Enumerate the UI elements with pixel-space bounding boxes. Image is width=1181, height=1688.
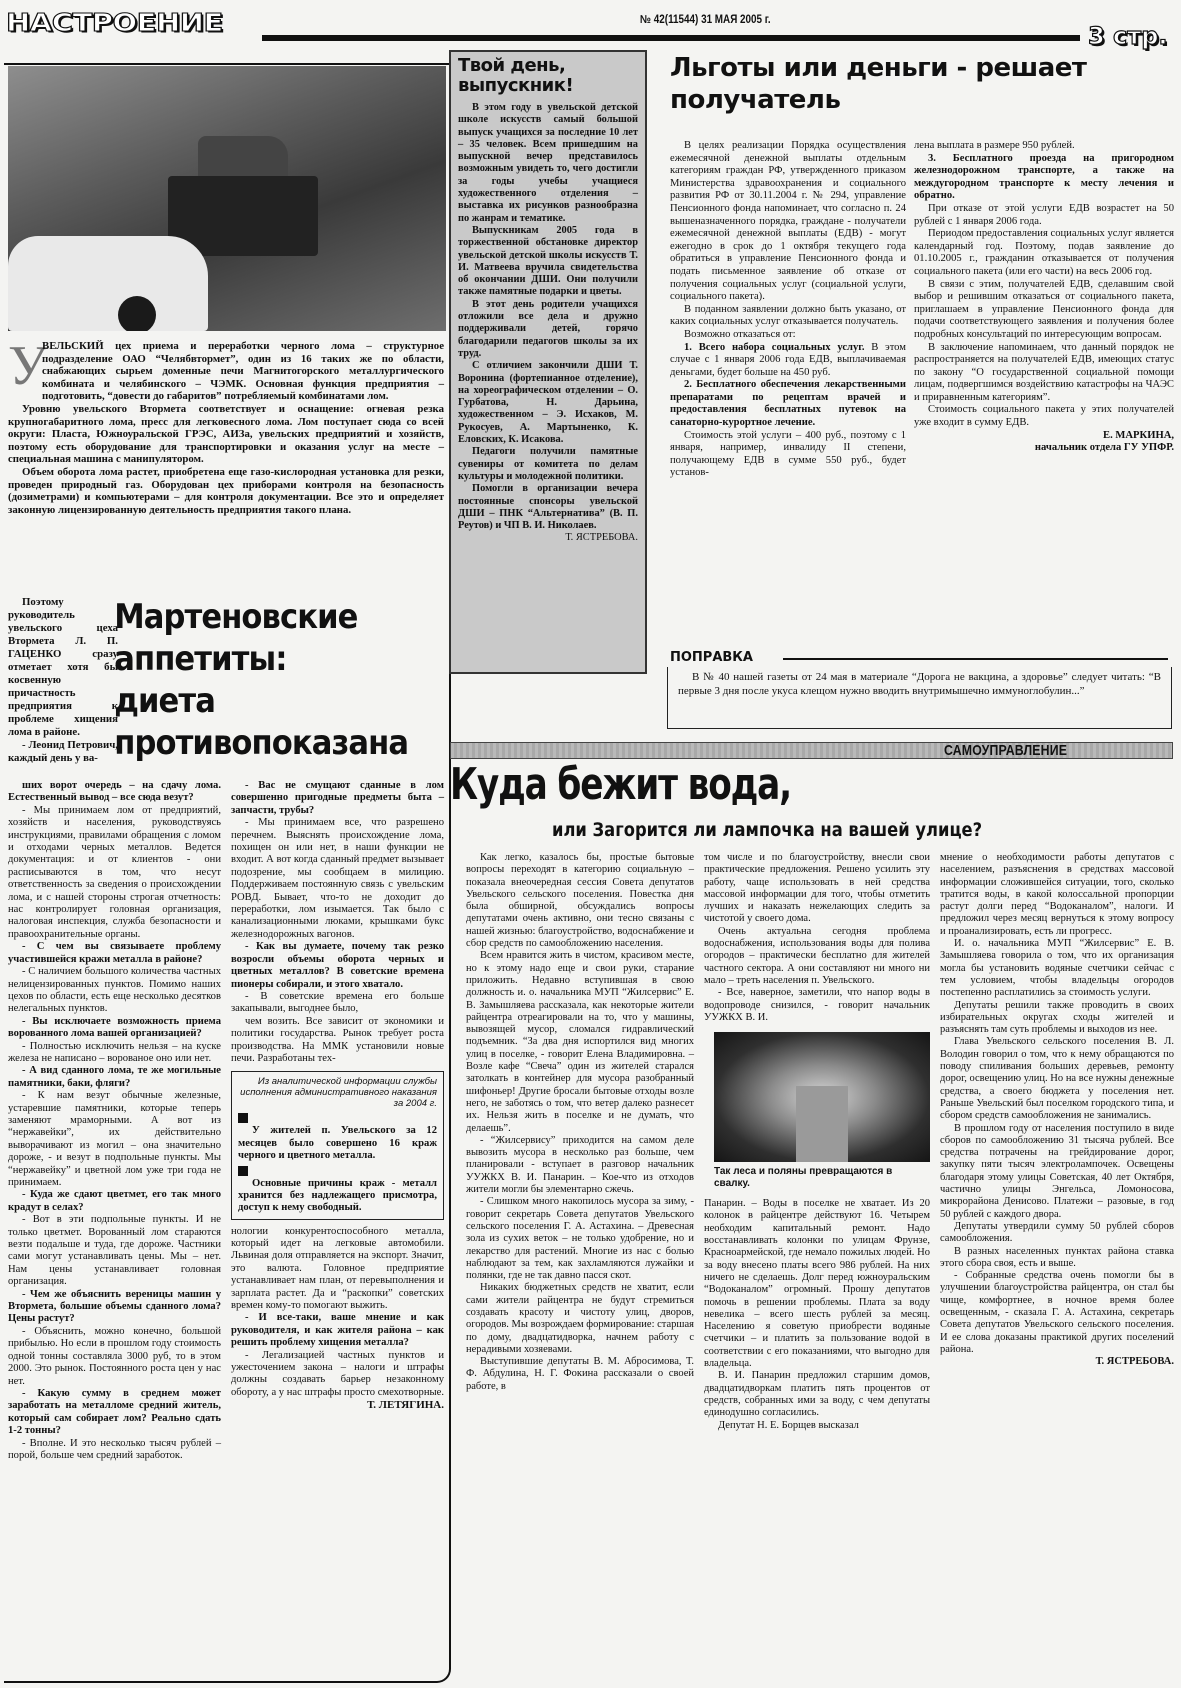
paragraph: лена выплата в размере 950 рублей. [914,140,1075,151]
paragraph: Стоимость социального пакета у этих получателей уже входит в сумму ЕДВ. [914,404,1174,429]
paragraph: В этот день родители учащихся отложили все дела и дружно поддерживали детей, горячо благодарили педагогов школы за их труд. [458,298,638,359]
paragraph: - К нам везут обычные железные, устаревшие памятники, которые теперь заменяют мраморными. А вот из “нержавейки”, их действительно выворачивают из могил – она значительно дороже, - и везут в подпольные пункты. Мы “нержавейку” и цветной лом уже три года не принимаем. [8,1090,221,1188]
article-metal-column-a [8,780,221,1462]
paragraph: мнение о необходимости работы депутатов с населением, разъяснения в средствах массовой информации сложившейся ситуации, того, сколько тратится воды, в какой колоссальной пропорции растут долги перед “Водоканалом”, налоги. И предложил через месяц вернуться к этому вопросу и проанализировать, есть ли прогресс. [940,852,1174,937]
sidebox-source: Из аналитической информации службы исполнения административного наказания за 2004 г. [240,1076,437,1110]
paragraph: - Вполне. И это несколько тысяч рублей – порой, больше чем средний заработок. [8,1437,221,1461]
issue-info: № 42(11544) 31 МАЯ 2005 г. [640,14,771,26]
article-water-column-a [466,852,694,1393]
paragraph [670,342,906,380]
paragraph-lead: 1. Всего набора социальных услуг. [684,341,865,353]
paragraph: Стоимость этой услуги – 400 руб., поэтому с 1 января, например, инвалиду II степени, получающему ЕДВ в сумме 550 руб., будет установ- [670,429,906,479]
paragraph: С отличием закончили ДШИ Т. Воронина (фортепианное отделение), на хореографическом отделении – О. Гурбатова, Н. Дарьина, художественном – Э. Исхаков, М. Рукосуев, А. Мартыненко, К. Еловских, К. Исакова. [458,360,638,446]
masthead-rule [262,35,1080,41]
paragraph: Выпускникам 2005 года в торжественной обстановке директор увельской детской школы искусств Т. И. Матвеева вручила свидетельства об окончании ДШИ. Они получили также памятные подарки и цветы. [458,224,638,298]
question-start: - Леонид Петрович, каждый день у ва- [8,739,118,764]
headline-line: аппетиты: [114,639,287,679]
paragraph: Депутаты утвердили сумму 50 рублей сборов самообложения. [940,1220,1174,1245]
article-water-column-b-bottom [704,1198,930,1432]
paragraph: - “Жилсервису” приходится на самом деле вывозить мусора в несколько раз больше, чем планировали - вступает в разговор начальник УУЖКХ В. И. Панарин. – Кое-что из отходов жители могли бы элементарно сжечь. [466,1134,694,1196]
paragraph: - Полностью исключить нельзя – на куске железа не написано – ворованое оно или нет. [8,1040,221,1064]
paragraph: Панарин. – Воды в поселке не хватает. Из 20 колонок в райцентре действуют 16. Четырем необходим капитальный ремонт. Надо восстанавливать колонки по улицам Фрунзе, Красноармейской, где немало пожилых людей. Но за воду внесено платы всего 986 рублей. На них ничего не сделаешь. Долг перед южноуральским “Водоканалом” огромный. Прошу депутатов помочь в решении проблемы. Плата за воду невелика – всего шесть рублей за месяц. Населению я советую приобрести водяные счетчики – и платить за пользование водой в соответствии с его показаниями, что выгодно для владельца. [704,1198,930,1370]
paragraph: И. о. начальника МУП “Жилсервис” Е. В. Замышляева говорила о том, что их организация могла бы установить водяные счетчики сейчас с тем условием, чтобы владельцы огородов постепенно расплатились за стоимость услуги. [940,938,1174,999]
article-metal-column-b-top [231,780,444,1016]
paragraph: 3. Бесплатного проезда на пригородном железнодорожном транспорте, а также на междугородном транспорте к месту лечения и обратно. [914,152,1174,202]
paragraph: В разных населенных пунктах района ставка этого сбора своя, есть и выше. [940,1245,1174,1269]
article-benefits-title: Льготы или деньги - решает получатель [670,53,1087,115]
correction-rule [783,658,1168,660]
paragraph: Очень актуальна сегодня проблема водоснабжения, использования воды для полива огородов – практически бесплатно для жителей частного сектора. А они составляют ни много ни мало – треть населения п. Увельского. [704,925,930,986]
article-metal-column-b-end [231,1226,444,1413]
sidebox-fact: У жителей п. Увельского за 12 месяцев было совершено 16 краж черного и цветного металла. [238,1125,437,1161]
article-metal-upper [8,596,444,765]
lead-paragraph: ВЕЛЬСКИЙ цех приема и переработки черного лома – структурное подразделение ОАО “Челябвтормет”, один из 16 таких же по области, снабжающих сырьем доменные печи Магнитогорского металлургического комбината и челябинского – ЧЭМК. Основная функция предприятия – подготовить, “довести до габаритов” потребляемый комбинатами лом. [42,340,444,403]
article-water-column-b-top [704,852,930,1024]
author: Т. ЯСТРЕБОВА. [565,532,638,544]
paragraph: - Вы исключаете возможность приема ворованного лома вашей организацией? [8,1015,221,1040]
lead-paragraph: Объем оборота лома растет, приобретена еще газо-кислородная установка для резки, проведен природный газ. Оборудован цех приборами контроля на безопасность (дозиметрами) и компьютерами – для контроля документации. Все это и определяет законную лицензированную деятельность предприятия такого плана. [8,465,444,516]
article-benefits-column-b [914,140,1174,455]
headline-line: противопоказана [114,723,409,763]
paragraph-text: В этом случае с 1 января 2006 года ЕДВ, выплачиваемая деньгами, будет больше на 450 руб. [670,341,906,378]
paragraph: нологии конкурентоспособного металла, который идет на легковые автомобили. Львиная доля отправляется на экспорт. Значит, это валюта. Головное предприятие устанавливает нам план, от перевыполнения и зарплата растет. Да и “раскопки” советских времен кому-то помогают выжить. [231,1225,444,1311]
paragraph: Всем нравится жить в чистом, красивом месте, но к этому надо еще и свои руки, старание приложить. Недавно вступившая в свою должность и. о. начальника МУП “Жилсервис” Е. В. Замышляева рассказала, как некоторые жители райцентра отреагировали на то, что у машины, вывозящей мусор, сломался гидравлический подъемник. “За два дня испортился вид многих улиц в поселке, - говорит Елена Владимировна. – Возле кафе “Свеча” один из жителей старался затолкать в контейнер для мусора разобранный шифоньер! Другие бросали бытовые отходы возле него, не заботясь о том, что ветер далеко разнесет их. Нельзя жить в поселке и не думать, что делаешь”. [466,950,694,1134]
author-title: начальник отдела ГУ УПФР. [1034,442,1174,454]
paragraph: Помогли в организации вечера постоянные спонсоры увельской ДШИ – ПНК “Альтернатива” (В. П. Реутов) и ЧП В. И. Николаев. [458,483,638,532]
correction-box [667,667,1172,729]
square-bullet-icon [238,1113,248,1123]
paragraph: В поданном заявлении должно быть указано, от каких социальных услуг отказывается получатель. [670,303,906,328]
article-graduates-title: Твой день, выпускник! [458,55,574,96]
article-water-column-b [704,852,930,1432]
paragraph: - Вот в эти подпольные пункты. И не только цветмет. Ворованный лом стараются везти подальше и туда, где дороже. Частники сами могут устанавливать цены. Мы – нет. Нам цены устанавливает головная организация. [8,1214,221,1288]
paragraph: - Собранные средства очень помогли бы в улучшении благоустройства райцентра, он стал бы чище, комфортнее, в ночное время более освещенным, - сказала Г. А. Астахина, секретарь Совета депутатов Увельского сельского поселения. И ее слова доказаны практикой других поселений района. [940,1270,1174,1355]
correction-text: В № 40 нашей газеты от 24 мая в материале “Дорога не вакцина, а здоровье” следует читать: “В первые 3 дня после укуса клещом нужно вводить внутримышечно иммуноглобулин...” [678,671,1161,697]
photo-dump [714,1032,930,1162]
article-metal-column-b [231,780,444,1462]
author: Т. ЯСТРЕБОВА. [1095,1356,1174,1368]
photo-caption: Так леса и поляны превращаются в свалку. [714,1166,893,1190]
article-benefits-column-a [670,140,906,480]
article-water-subhead: или Загорится ли лампочка на вашей улице? [552,819,983,841]
paragraph: - С наличием большого количества частных нелицензированных пунктов. Помимо наших цехов по области, есть еще несколько десятков нелегальных пунктов. [8,966,221,1015]
lead-paragraph: Уровню увельского Втормета соответствует и оснащение: огневая резка крупногабаритного лома, пресс для легковесного лома. Лом поступает сюда со всей округи: Пласта, Южноуральской ГРЭС, АИЗа, увельских предприятий и хозяйств, поэтому есть оборудование для транспортировки и оказания услуг на месте – специальная машина с манипулятором. [8,402,444,466]
paragraph: В заключение напоминаем, что данный порядок не распространяется на получателей ЕДВ, имеющих статус по закону “О государственной социальной помощи лицам, подвергшимся воздействию катастрофы на ЧАЭС и приравненным категориям”. [914,341,1174,403]
paragraph: Глава Увельского сельского поселения В. Л. Володин говорил о том, что к нему обращаются по поводу спиливания больших деревьев, ремонту дорог, освещению улиц. Но на все нужны денежные средства, а своего бюджета у поселения нет. Раньше Увельский был поселком городского типа, и сбором средств самообложения не занимались. [940,1036,1174,1122]
correction-title: ПОПРАВКА [670,650,753,665]
paragraph: - Легализацией частных пунктов и ужесточением закона – налоги и штрафы должны создавать барьер незаконному обороту, а у нас штрафы просто смехотворные. [231,1349,444,1398]
paragraph: - Объяснить, можно конечно, большой прибылью. Но если в прошлом году стоимость одной тонны составляла 3000 руб, то в этом 2000. Это рынок. Постоянного роста цен у нас нет. [8,1325,221,1387]
section-masthead: НАСТРОЕНИЕ [6,8,223,37]
paragraph: - И все-таки, ваше мнение и как руководителя, и как жителя района – как решить проблему хищения металла? [231,1312,444,1349]
paragraph: - Чем же объяснить вереницы машин у Втормета, большие объемы сданного лома? Цены растут? [8,1288,221,1325]
photo-scrap-trailer [8,66,446,331]
paragraph: - Мы принимаем лом от предприятий, хозяйств и населения, руководствуясь инструкциями, правилами обращения с ломом и отходами черных металлов. Ведется документация: и от клиентов - они расписываются в том, что несут ответственность за сведения о происхождении лома, и с нашей стороны строгая отчетность: нас контролирует головная организация, налоговая инспекция, служба безопасности и правоохранительные органы. [8,804,221,940]
paragraph: Выступившие депутаты В. М. Абросимова, Т. Ф. Абдулина, Н. Г. Фокина рассказали о своей работе, в [466,1356,694,1392]
paragraph: - В советские времена его больше закапывали, выгоднее было, [231,990,444,1015]
paragraph: В прошлом году от населения поступило в виде сборов по самообложению 31 тысяча рублей. Все средства потрачены на грейдирование дорог, закупку пяти тысяч электролампочек. Освещены благодаря этому улицы Советская, 40 лет Октября, частично улицы Энгельса, Ломоносова, микрорайона Денисово. Платежи – разовые, в год 50 рублей с каждого двора. [940,1122,1174,1220]
intro-paragraph: Поэтому руководитель увельского цеха Втормета Л. П. ГАЦЕНКО сразу отметает хотя бы косвенную причастность предприятия к проблеме хищения лома в районе. [8,596,118,738]
article-metal-body [8,780,444,1462]
paragraph: Периодом предоставления социальных услуг является календарный год. Поэтому, подав заявление до 01.10.2005 г., гражданин отказывается от получения социального пакета (или его части) на весь 2006 год. [914,228,1174,277]
paragraph: - Куда же сдают цветмет, его так много крадут в селах? [8,1189,221,1213]
paragraph: Депутат Н. Е. Борщев высказал [718,1419,859,1431]
dropcap: У [8,335,48,397]
paragraph: - Все, наверное, заметили, что напор воды в водопроводе снизился, - говорит начальник УУЖКХ В. И. [704,987,930,1023]
paragraph: Педагоги получили памятные сувениры от комитета по делам культуры и молодежной политики. [458,446,638,482]
paragraph: В целях реализации Порядка осуществления ежемесячной денежной выплаты отдельным категориям граждан РФ, утвержденного приказом Министерства здравоохранения и социального развития РФ от 30.11.2004 г. № 294, управление Пенсионного фонда напоминает, что согласно п. 24 вышеназначенного порядка, граждане - получатели ежемесячной денежной выплаты (ЕДВ) - могут ежегодно в срок до 1 октября текущего года обратиться в управление Пенсионного фонда и подать письменное заявление об отказе от получения социальных услуг (социальной услуги, социального пакета). [670,140,906,303]
paragraph: - С чем вы связываете проблему участившейся кражи металла в районе? [8,941,221,965]
headline-line: Мартеновские [114,597,358,637]
paragraph: чем возить. Все зависит от экономики и политики государства. Рынок требует роста производства. На ММК установили новые печи. Разработаны тех- [231,1015,444,1064]
paragraph: - Какую сумму в среднем может заработать на металломе средний житель, который сам собирает лом? Реально сдать 1-2 тонны? [8,1387,221,1437]
paragraph: - Вас не смущают сданные в лом совершенно пригодные предметы быта – запчасти, трубы? [231,780,444,816]
section-label: САМОУПРАВЛЕНИЕ [944,742,1068,759]
paragraph: Как легко, казалось бы, простые бытовые вопросы переходят в категорию социальную – показала внеочередная сессия Совета депутатов Увельского сельского поселения. Повестка дня была обширной, обсуждались вопросы депутатами очень активно, они тесно связаны с нашей жизнью: благоустройство, водоснабжение и сбор средств по самообложению населения. [466,852,694,950]
article-water-column-c [940,852,1174,1368]
paragraph: - Как вы думаете, почему так резко возросли объемы оборота черных и цветных металлов? В советские времена пионеры собирали, и этого хватало. [231,941,444,990]
square-bullet-icon [238,1166,248,1176]
sidebox-fact: Основные причины краж - металл хранится без надлежащего присмотра, доступ к нему свободный. [238,1177,437,1214]
paragraph: В. И. Панарин предложил старшим домов, двадцатидворкам платить пять процентов от средств, собранных ими за воду, с чем депутаты единодушно согласились. [704,1370,930,1419]
stat-sidebox [231,1071,444,1219]
page-number: 3 стр. [1088,22,1168,50]
article-metal-lead [8,335,444,516]
paragraph: - А вид сданного лома, те же могильные памятники, баки, фляги? [8,1065,221,1089]
paragraph: Возможно отказаться от: [684,328,796,340]
author: Т. ЛЕТЯГИНА. [367,1399,444,1412]
author: Е. МАРКИНА, [1103,429,1174,441]
paragraph: В этом году в увельской детской школе искусств самый большой выпуск учащихся за последние 10 лет – 35 человек. Всем пришедшим на выпускной вечер представилось возможным увидеть то, чего достигли за годы учебы учащиеся художественного отделения – выставка их рисунков разнообразна по жанрам и тематике. [458,102,638,224]
article-graduates [449,50,647,674]
paragraph: ших ворот очередь – на сдачу лома. Естественный вывод – все сюда везут? [8,780,221,804]
article-water-headline: Куда бежит вода, [450,759,792,810]
paragraph: 2. Бесплатного обеспечения лекарственными препаратами по рецептам врачей и предоставления бесплатных путевок на санаторно-курортное лечение. [670,379,906,429]
paragraph: Депутаты решили также проводить в своих избирательных округах сходы жителей и разъяснять там суть проблемы и выходов из нее. [940,999,1174,1036]
paragraph: Никаких бюджетных средств не хватит, если сами жители райцентра не будут стремиться создавать красоту и чистоту улиц, дворов, огородов. Мы возрождаем формирование: старшая по дому, двадцатидворка, начнем работу с нерадивыми хозяевами. [466,1282,694,1355]
article-metal-headline [8,596,444,764]
headline-line: диета [114,681,215,721]
paragraph: - Мы принимаем все, что разрешено перечнем. Выяснять происхождение лома, похищен он или нет, в наши функции не входит. А вот когда сданный предмет вызывает подозрение, мы сообщаем в милицию. Поддерживаем постоянную связь с увельским РОВД. Бывает, что-то не доходит до переработки, лом изымается. Так было с канализационными люками, крышками букс железнодорожных вагонов. [231,817,444,940]
paragraph: При отказе от этой услуги ЕДВ возрастет на 50 рублей с 1 января 2006 года. [914,202,1174,227]
paragraph: - Слишком много накопилось мусора за зиму, - говорит секретарь Совета депутатов Увельского сельского поселения Г. А. Астахина. – Древесная зола из сухих веток – не только удобрение, но и лекарство для растений. Многие из нас с болью наблюдают за тем, как захламляются лужайки и полянки, где не так давно пасся скот. [466,1196,694,1282]
paragraph: том числе и по благоустройству, внесли свои практические предложения. Решено усилить эту работу, чаще использовать в ней средства массовой информации для того, чтобы отметить лучших и наказать нежелающих следить за чистотой у своего дома. [704,852,930,925]
paragraph: В связи с этим, получателей ЕДВ, сделавшим свой выбор и решившим отказаться от социального пакета, приглашаем в управление Пенсионного фонда для подачи соответствующего заявления и получения более подробных консультаций по интересующим вопросам. [914,278,1174,340]
